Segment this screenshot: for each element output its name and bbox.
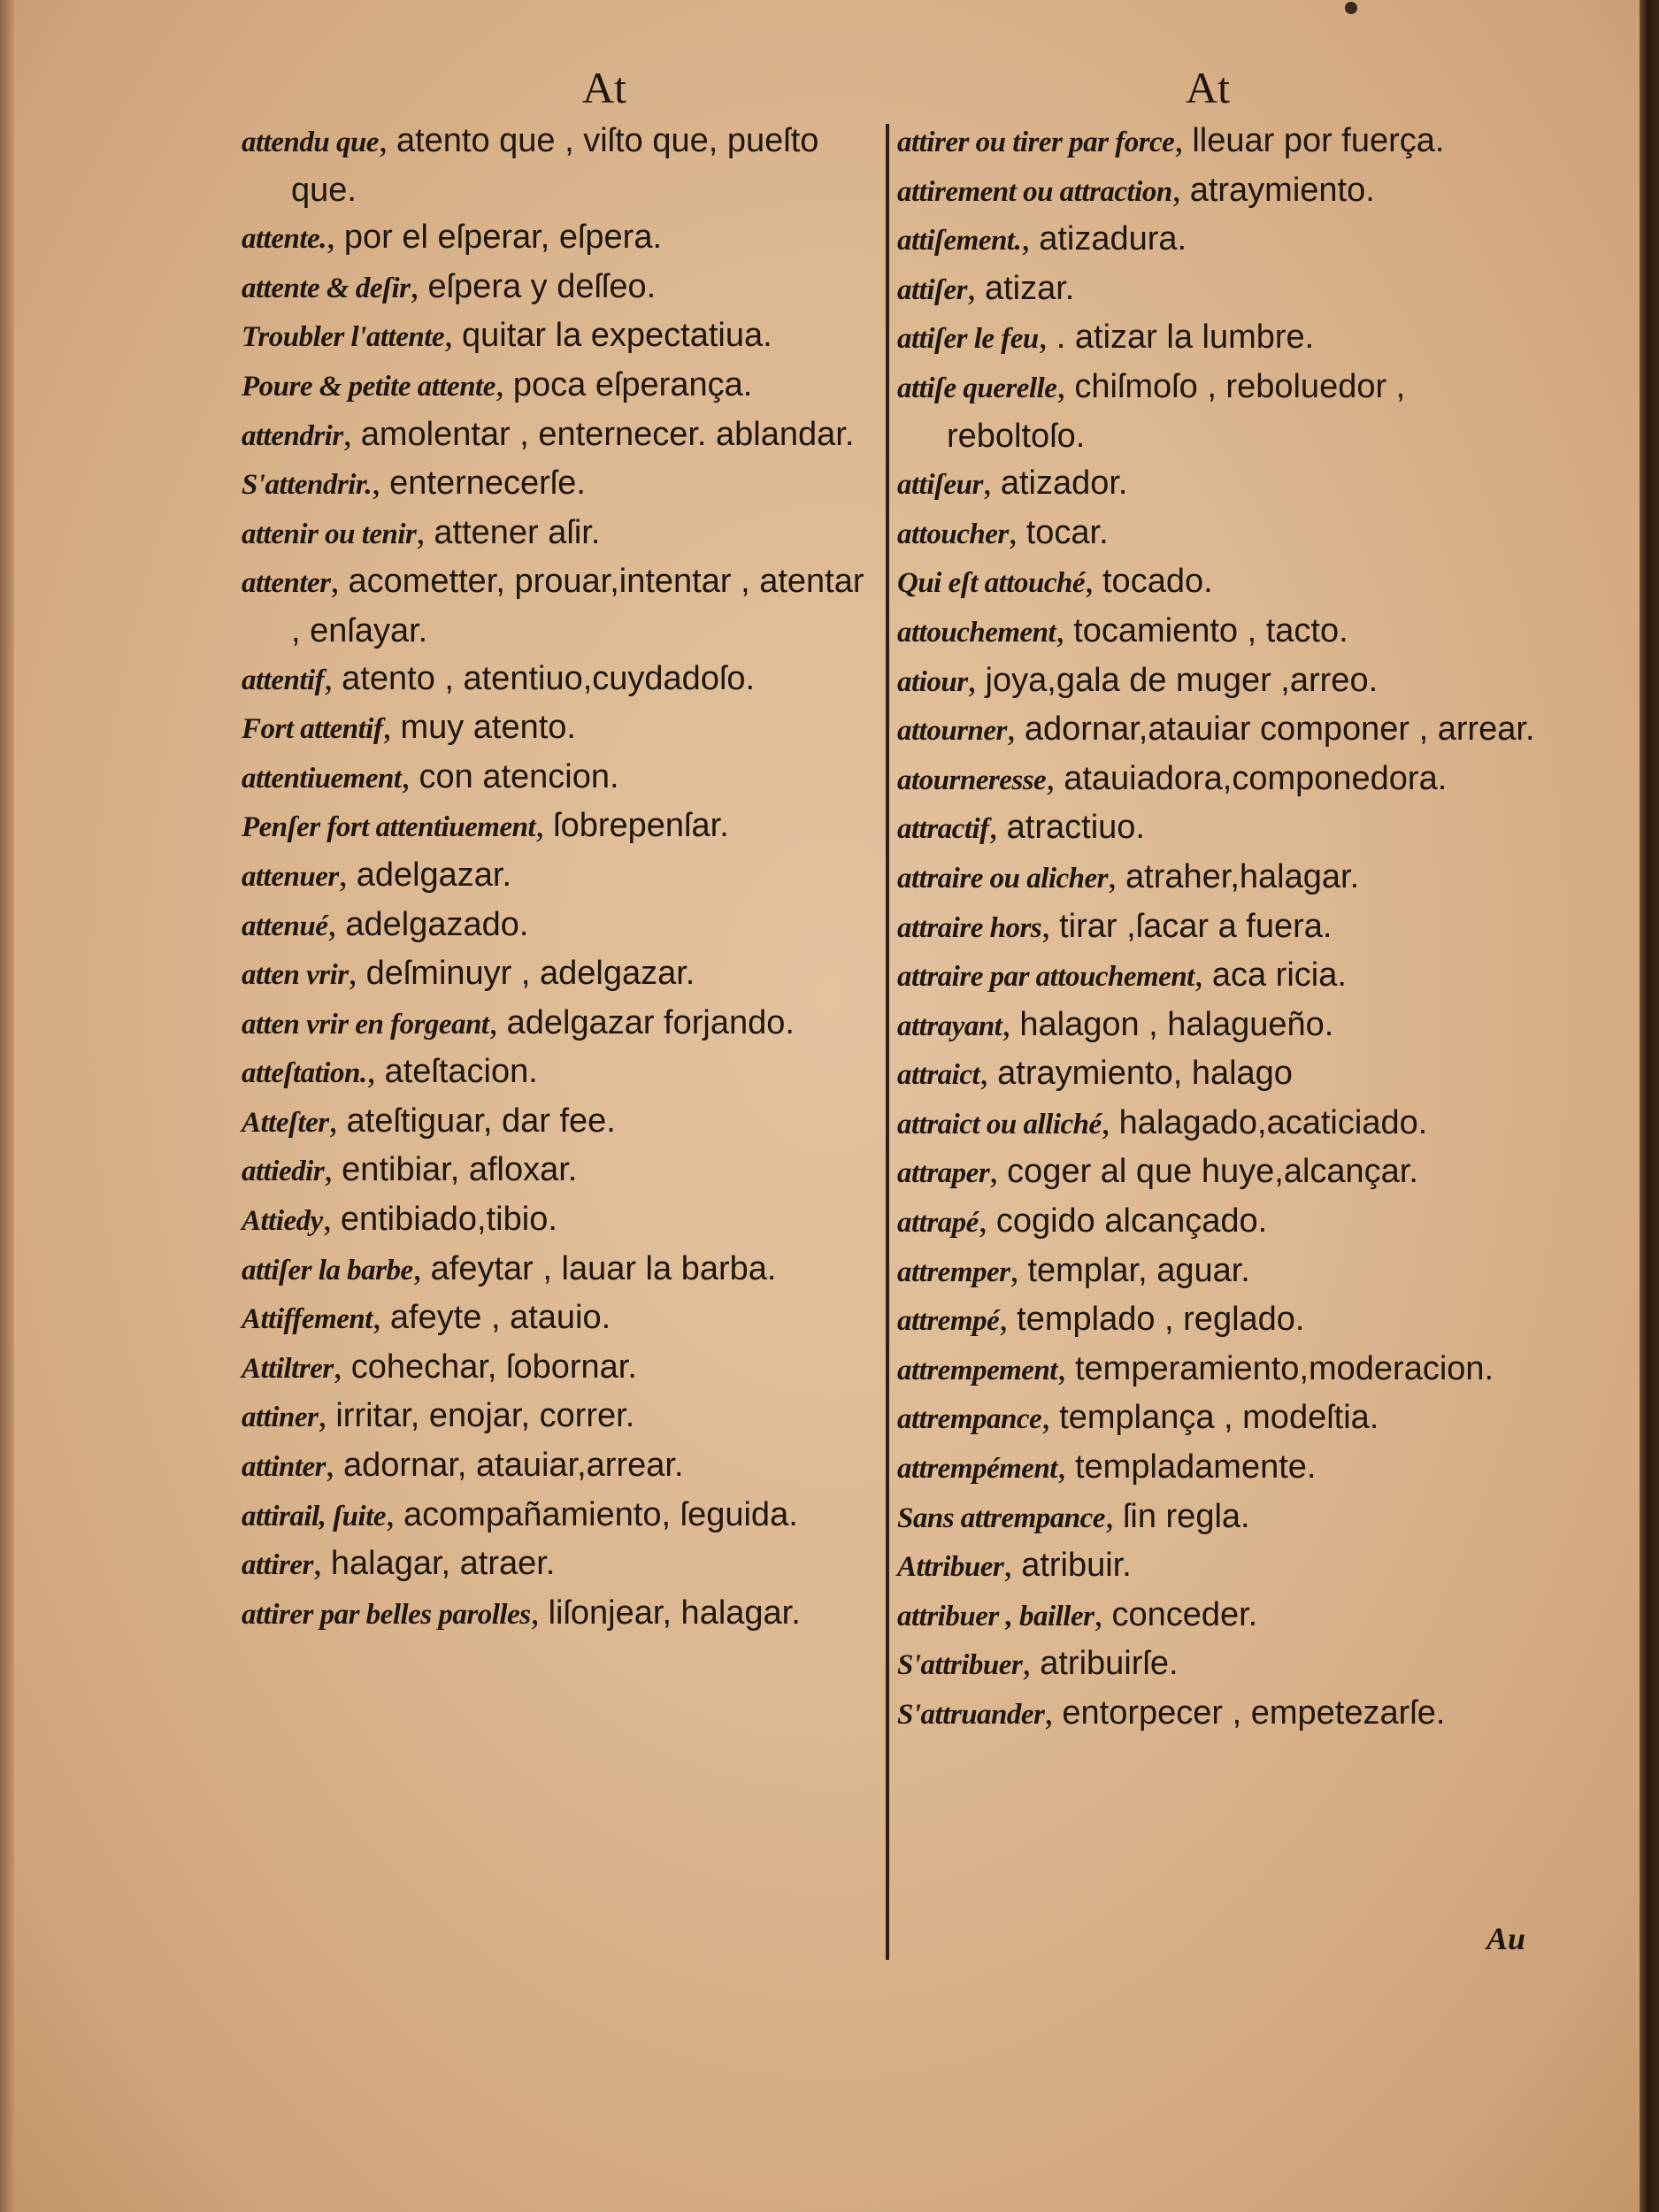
headword: attiſeur <box>897 469 983 502</box>
dictionary-entry: attirail, ſuite, acompañamiento, ſeguida. <box>242 1493 798 1533</box>
running-head-left: At <box>582 63 626 112</box>
dictionary-entry: attrempement, temperamiento,moderacion. <box>897 1347 1494 1387</box>
translation: amolentar , enternecer. ablandar. <box>360 415 855 453</box>
headword: attendrir <box>242 419 343 452</box>
translation: coger al que huye,alcançar. <box>1007 1153 1418 1191</box>
translation: templado , reglado. <box>1017 1301 1305 1339</box>
headword: S'attruander <box>897 1699 1045 1731</box>
translation: entibiado,tibio. <box>340 1201 557 1239</box>
headword: attirer <box>242 1549 313 1582</box>
translation: aca ricia. <box>1211 956 1347 995</box>
translation: atizadura. <box>1039 220 1187 258</box>
right-column <box>897 117 1543 1739</box>
dictionary-entry: attrapé, cogido alcançado. <box>897 1200 1268 1240</box>
dictionary-entry: S'attruander, entorpecer , empetezarſe. <box>897 1692 1446 1732</box>
headword: attente & deſir <box>242 272 411 304</box>
translation: atento , atentiuo,cuydadoſo. <box>342 659 756 697</box>
translation: tirar ,ſacar a fuera. <box>1059 907 1333 945</box>
headword: attentif <box>242 664 325 696</box>
headword: attiſer <box>897 273 967 306</box>
headword: attirail, ſuite <box>242 1500 387 1532</box>
translation: adornar, atauiar,arrear. <box>343 1447 684 1485</box>
dictionary-entry: Attiedy, entibiado,tibio. <box>242 1198 557 1239</box>
headword: attrempément <box>897 1453 1057 1486</box>
running-head-right: At <box>1186 63 1230 112</box>
dictionary-entry: attiner, irritar, enojar, correr. <box>242 1394 635 1435</box>
translation: adelgazado. <box>345 905 529 943</box>
headword: attrempance <box>897 1403 1042 1436</box>
dictionary-entry: attenir ou tenir, attener aſir. <box>242 511 601 551</box>
dictionary-entry: Attribuer, atribuir. <box>897 1544 1132 1585</box>
translation: atento que , viſto que, pueſto que. <box>291 122 819 209</box>
dictionary-entry: attenué, adelgazado. <box>242 902 529 943</box>
dictionary-entry: Troubler l'attente, quitar la expectatiua. <box>242 314 772 355</box>
dictionary-entry: atten vrir, deſminuyr , adelgazar. <box>242 952 695 993</box>
dictionary-entry: attiſement., atizadura. <box>897 218 1187 258</box>
dictionary-entry: attrayant, halagon , halagueño. <box>897 1002 1334 1043</box>
dictionary-entry: S'attendrir., enternecerſe. <box>242 462 586 503</box>
translation: por el eſperar, eſpera. <box>343 219 663 257</box>
headword: S'attribuer <box>897 1649 1023 1682</box>
headword: attenir ou tenir <box>242 518 417 550</box>
translation: atizador. <box>1000 465 1128 503</box>
dictionary-entry: Penſer fort attentiuement, ſobrepenſar. <box>242 804 729 845</box>
catchword: Au <box>1486 1921 1526 1956</box>
headword: Qui eſt attouché <box>897 567 1085 600</box>
translation: acompañamiento, ſeguida. <box>403 1495 798 1533</box>
dictionary-entry: attouchement, tocamiento , tacto. <box>897 609 1348 649</box>
headword: attraire par attouchement <box>897 961 1194 994</box>
headword: attiſe querelle <box>897 372 1057 404</box>
translation: entibiar, afloxar. <box>342 1151 578 1189</box>
dictionary-entry: Sans attrempance, ſin regla. <box>897 1494 1250 1535</box>
headword: attiſer la barbe <box>242 1254 413 1286</box>
translation: con atencion. <box>419 757 619 795</box>
dictionary-entry: attraper, coger al que huye,alcançar. <box>897 1150 1418 1191</box>
left-column <box>242 117 879 1638</box>
dictionary-entry: attenuer, adelgazar. <box>242 853 512 894</box>
headword: attrempement <box>897 1354 1057 1386</box>
translation: adelgazar. <box>356 856 512 894</box>
headword: attinter <box>242 1451 326 1484</box>
translation: . atizar la lumbre. <box>1056 319 1315 357</box>
dictionary-entry: atiour, joya,gala de muger ,arreo. <box>897 658 1379 699</box>
dictionary-entry: attendu que, atento que , viſto que, pueſto que. <box>242 119 819 209</box>
translation: lleuar por fuerça. <box>1192 122 1445 159</box>
translation: halagar, atraer. <box>330 1545 556 1583</box>
translation: cogido alcançado. <box>995 1202 1268 1240</box>
translation: halagon , halagueño. <box>1019 1005 1334 1043</box>
headword: attraire ou alicher <box>897 862 1109 895</box>
headword: atourneresse <box>897 764 1047 796</box>
dictionary-entry: attiſer la barbe, afeytar , lauar la barba. <box>242 1247 777 1287</box>
translation: halagado,acaticiado. <box>1118 1103 1428 1141</box>
headword: attentiuement <box>242 762 402 795</box>
dictionary-entry: attraire ou alicher, atraher,halagar. <box>897 855 1360 895</box>
translation: deſminuyr , adelgazar. <box>365 955 695 993</box>
translation: temperamiento,moderacion. <box>1074 1349 1494 1387</box>
translation: irritar, enojar, correr. <box>335 1397 635 1435</box>
translation: atizar. <box>984 269 1075 307</box>
dictionary-entry: attiſer le feu, . atizar la lumbre. <box>897 316 1315 357</box>
headword: attraire hors <box>897 911 1042 944</box>
headword: attraict ou alliché <box>897 1108 1102 1141</box>
dictionary-entry: attraict, atraymiento, halago <box>897 1052 1293 1093</box>
translation: atauiadora,componedora. <box>1064 759 1448 797</box>
headword: attirement ou attraction <box>897 175 1172 208</box>
translation: templar, aguar. <box>1027 1251 1250 1289</box>
translation: adornar,atauiar componer , arrear. <box>1024 710 1535 749</box>
headword: attiedir <box>242 1156 325 1188</box>
dictionary-entry: attraire hors, tirar ,ſacar a fuera. <box>897 904 1333 945</box>
dictionary-entry: attente & deſir, eſpera y deſſeo. <box>242 265 657 305</box>
dictionary-entry: atteſtation., ateſtacion. <box>242 1050 538 1091</box>
translation: templança , modeſtia. <box>1059 1399 1379 1437</box>
headword: atteſtation. <box>242 1057 367 1090</box>
translation: chiſmoſo , reboluedor , reboltoſo. <box>947 367 1406 455</box>
headword: attrempé <box>897 1305 1000 1338</box>
headword: attirer ou tirer par force <box>897 127 1175 158</box>
headword: Poure & petite attente <box>242 370 495 403</box>
headword: attoucher <box>897 518 1009 550</box>
translation: attener aſir. <box>434 513 601 551</box>
dictionary-entry: attentiuement, con atencion. <box>242 755 619 795</box>
dictionary-entry: S'attribuer, atribuirſe. <box>897 1642 1179 1683</box>
headword: Troubler l'attente <box>242 321 445 354</box>
headword: attirer par belles parolles <box>242 1598 531 1631</box>
dictionary-entry: attentif, atento , atentiuo,cuydadoſo. <box>242 657 756 697</box>
translation: atractiuo. <box>1006 809 1145 847</box>
translation: conceder. <box>1111 1595 1258 1633</box>
translation: tocamiento , tacto. <box>1073 611 1348 649</box>
dictionary-entry: atten vrir en forgeant, adelgazar forjando. <box>242 1001 795 1041</box>
dictionary-entry: Qui eſt attouché, tocado. <box>897 560 1213 601</box>
headword: Penſer fort attentiuement <box>242 811 536 844</box>
translation: afeyte , atauio. <box>389 1299 611 1337</box>
headword: attiſement. <box>897 225 1022 257</box>
headword: attiſer le feu <box>897 323 1039 356</box>
translation: eſpera y deſſeo. <box>427 267 657 305</box>
headword: atten vrir <box>242 959 349 992</box>
translation: afeytar , lauar la barba. <box>430 1249 777 1287</box>
translation: quitar la expectatiua. <box>462 317 772 355</box>
dictionary-entry: Attiltrer, cohechar, ſobornar. <box>242 1345 637 1386</box>
headword: Sans attrempance <box>897 1502 1105 1534</box>
dictionary-entry: Atteſter, ateſtiguar, dar fee. <box>242 1099 616 1140</box>
dictionary-entry: attiſer, atizar. <box>897 266 1075 307</box>
translation: poca eſperança. <box>512 365 753 403</box>
translation: ſobrepenſar. <box>553 807 729 845</box>
dictionary-entry: attractif, atractiuo. <box>897 806 1145 847</box>
book-spine-edge <box>1640 0 1659 2212</box>
headword: atiour <box>897 665 968 698</box>
page-left-edge <box>0 0 14 2212</box>
headword: Attiffement <box>242 1303 373 1336</box>
translation: atraher,halagar. <box>1125 857 1360 895</box>
headword: attenter <box>242 567 331 600</box>
headword: Fort attentif <box>242 713 383 746</box>
headword: attribuer , bailler <box>897 1600 1094 1632</box>
dictionary-entry: attremper, templar, aguar. <box>897 1248 1250 1289</box>
headword: attendu que <box>242 127 379 158</box>
headword: attraper <box>897 1157 990 1190</box>
headword: Attiedy <box>242 1205 323 1238</box>
headword: S'attendrir. <box>242 469 373 502</box>
headword: attrapé <box>897 1207 979 1240</box>
dictionary-entry: attinter, adornar, atauiar,arrear. <box>242 1444 684 1485</box>
headword: attente. <box>242 223 326 256</box>
headword: Attribuer <box>897 1551 1004 1584</box>
translation: entorpecer , empetezarſe. <box>1062 1694 1446 1732</box>
translation: atribuirſe. <box>1040 1645 1179 1683</box>
dictionary-entry: attirer ou tirer par force, lleuar por fuerça. <box>897 119 1445 159</box>
headword: atten vrir en forgeant <box>242 1008 489 1041</box>
translation: muy atento. <box>400 709 576 747</box>
dictionary-entry: attendrir, amolentar , enternecer. ablandar. <box>242 412 855 453</box>
translation: acometter, prouar,intentar , atentar , enſayar. <box>291 563 864 649</box>
dictionary-entry: attraict ou alliché, halagado,acaticiado. <box>897 1101 1428 1141</box>
translation: ſin regla. <box>1122 1497 1250 1535</box>
translation: atraymiento. <box>1189 171 1375 209</box>
dictionary-entry: Fort attentif, muy atento. <box>242 706 576 747</box>
dictionary-entry: Attiffement, afeyte , atauio. <box>242 1296 611 1337</box>
dictionary-entry: attirer par belles parolles, liſonjear, halagar. <box>242 1591 801 1632</box>
dictionary-entry: attiedir, entibiar, afloxar. <box>242 1148 578 1189</box>
headword: attractif <box>897 813 989 846</box>
dictionary-entry: attenter, acometter, prouar,intentar , atentar , enſayar. <box>242 560 864 649</box>
column-divider <box>886 124 889 1960</box>
headword: attouchement <box>897 616 1056 649</box>
headword: attenuer <box>242 860 339 893</box>
dictionary-entry: attourner, adornar,atauiar componer , arrear. <box>897 708 1535 749</box>
headword: attremper <box>897 1256 1010 1288</box>
headword: attraict <box>897 1059 980 1092</box>
headword: attiner <box>242 1402 319 1434</box>
dictionary-entry: attrempément, templadamente. <box>897 1446 1317 1486</box>
dictionary-entry: attrempé, templado , reglado. <box>897 1298 1305 1339</box>
headword: attenué <box>242 910 328 942</box>
headword: Atteſter <box>242 1106 329 1139</box>
dictionary-entry: attente., por el eſperar, eſpera. <box>242 216 663 257</box>
translation: templadamente. <box>1074 1448 1317 1486</box>
translation: liſonjear, halagar. <box>548 1594 801 1632</box>
dictionary-entry: Poure & petite attente, poca eſperança. <box>242 363 753 403</box>
dictionary-entry: attribuer , bailler, conceder. <box>897 1593 1258 1633</box>
headword: attrayant <box>897 1010 1002 1042</box>
headword: Attiltrer <box>242 1352 334 1385</box>
translation: adelgazar forjando. <box>506 1003 795 1041</box>
dictionary-entry: atourneresse, atauiadora,componedora. <box>897 757 1448 797</box>
translation: atraymiento, halago <box>997 1055 1293 1093</box>
dictionary-entry: attiſe querelle, chiſmoſo , reboluedor , reboltoſo. <box>897 365 1406 455</box>
translation: atribuir. <box>1021 1547 1132 1585</box>
translation: joya,gala de muger ,arreo. <box>985 661 1379 699</box>
ink-blot <box>1345 2 1357 14</box>
headword: attourner <box>897 715 1007 748</box>
dictionary-entry: attirement ou attraction, atraymiento. <box>897 168 1375 209</box>
dictionary-entry: attirer, halagar, atraer. <box>242 1542 556 1583</box>
translation: tocar. <box>1025 513 1109 551</box>
translation: cohechar, ſobornar. <box>350 1348 637 1386</box>
translation: enternecerſe. <box>389 465 586 503</box>
translation: tocado. <box>1102 563 1213 601</box>
dictionary-entry: attrempance, templança , modeſtia. <box>897 1396 1379 1437</box>
dictionary-entry: attraire par attouchement, aca ricia. <box>897 954 1347 995</box>
dictionary-entry: attiſeur, atizador. <box>897 462 1128 503</box>
dictionary-entry: attoucher, tocar. <box>897 511 1109 551</box>
translation: ateſtiguar, dar fee. <box>346 1102 616 1140</box>
translation: ateſtacion. <box>384 1053 538 1091</box>
